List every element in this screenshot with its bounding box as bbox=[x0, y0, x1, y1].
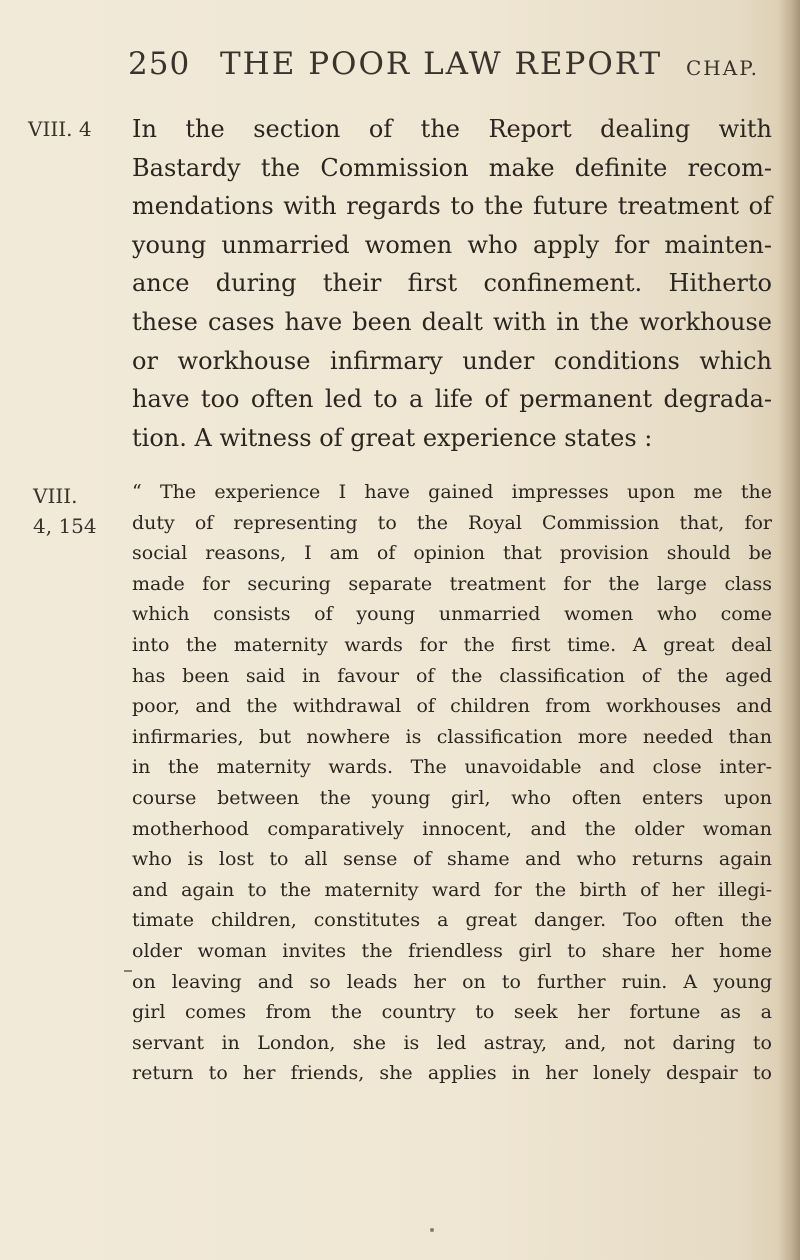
margin-reference-2-line1: VIII. bbox=[33, 484, 78, 508]
text-line: these cases have been dealt with in the workhouse bbox=[132, 307, 772, 336]
text-line: young unmarried women who apply for mainten- bbox=[132, 230, 772, 259]
text-line: girl comes from the country to seek her fortune as a bbox=[132, 1001, 772, 1024]
text-line: ance during their first confinement. Hitherto bbox=[132, 269, 772, 298]
text-line: In the section of the Report dealing with bbox=[132, 115, 772, 143]
chapter-label: CHAP. bbox=[686, 56, 759, 80]
quote-paragraph bbox=[132, 477, 772, 1089]
text-line: Bastardy the Commission make definite recom- bbox=[132, 153, 772, 182]
page-edge-shadow bbox=[778, 0, 800, 1260]
running-title: THE POOR LAW REPORT bbox=[220, 46, 663, 82]
margin-reference-2 bbox=[33, 481, 97, 541]
page-number: 250 bbox=[128, 46, 191, 82]
text-line: course between the young girl, who often enters upon bbox=[132, 786, 772, 809]
text-line: made for securing separate treatment for the large class bbox=[132, 572, 772, 595]
text-line: social reasons, I am of opinion that provision should be bbox=[132, 542, 772, 565]
text-line: has been said in favour of the classification of the aged bbox=[132, 664, 772, 687]
text-line: on leaving and so leads her on to further ruin. A young bbox=[132, 970, 772, 993]
text-line: poor, and the withdrawal of children from workhouses and bbox=[132, 695, 772, 718]
text-line: servant in London, she is led astray, and, not daring to bbox=[132, 1031, 772, 1054]
text-line: into the maternity wards for the first time. A great deal bbox=[132, 633, 772, 656]
text-line: motherhood comparatively innocent, and the older woman bbox=[132, 817, 772, 840]
text-line: and again to the maternity ward for the birth of her illegi- bbox=[132, 878, 772, 901]
margin-reference-2-line2: 4, 154 bbox=[33, 514, 97, 538]
text-line: tion. A witness of great experience states : bbox=[132, 423, 653, 452]
text-line: have too often led to a life of permanent degrada- bbox=[132, 385, 772, 414]
margin-mark bbox=[124, 970, 132, 972]
text-line: older woman invites the friendless girl to share her home bbox=[132, 939, 772, 962]
text-line: in the maternity wards. The unavoidable and close inter- bbox=[132, 756, 772, 779]
text-line: timate children, constitutes a great danger. Too often the bbox=[132, 909, 772, 932]
text-line: duty of representing to the Royal Commission that, for bbox=[132, 511, 772, 534]
paper-speck bbox=[430, 1228, 434, 1232]
text-line: which consists of young unmarried women who come bbox=[132, 603, 772, 626]
text-line: infirmaries, but nowhere is classification more needed than bbox=[132, 725, 772, 748]
text-line: who is lost to all sense of shame and who returns again bbox=[132, 848, 772, 871]
intro-paragraph bbox=[132, 110, 772, 457]
text-line: “ The experience I have gained impresses upon me the bbox=[132, 481, 772, 503]
page-header bbox=[0, 46, 800, 96]
text-line: or workhouse infirmary under conditions which bbox=[132, 346, 772, 375]
text-line: return to her friends, she applies in her lonely despair to bbox=[132, 1062, 772, 1085]
margin-reference-1: VIII. 4 bbox=[28, 117, 92, 141]
text-line: mendations with regards to the future treatment of bbox=[132, 192, 772, 221]
